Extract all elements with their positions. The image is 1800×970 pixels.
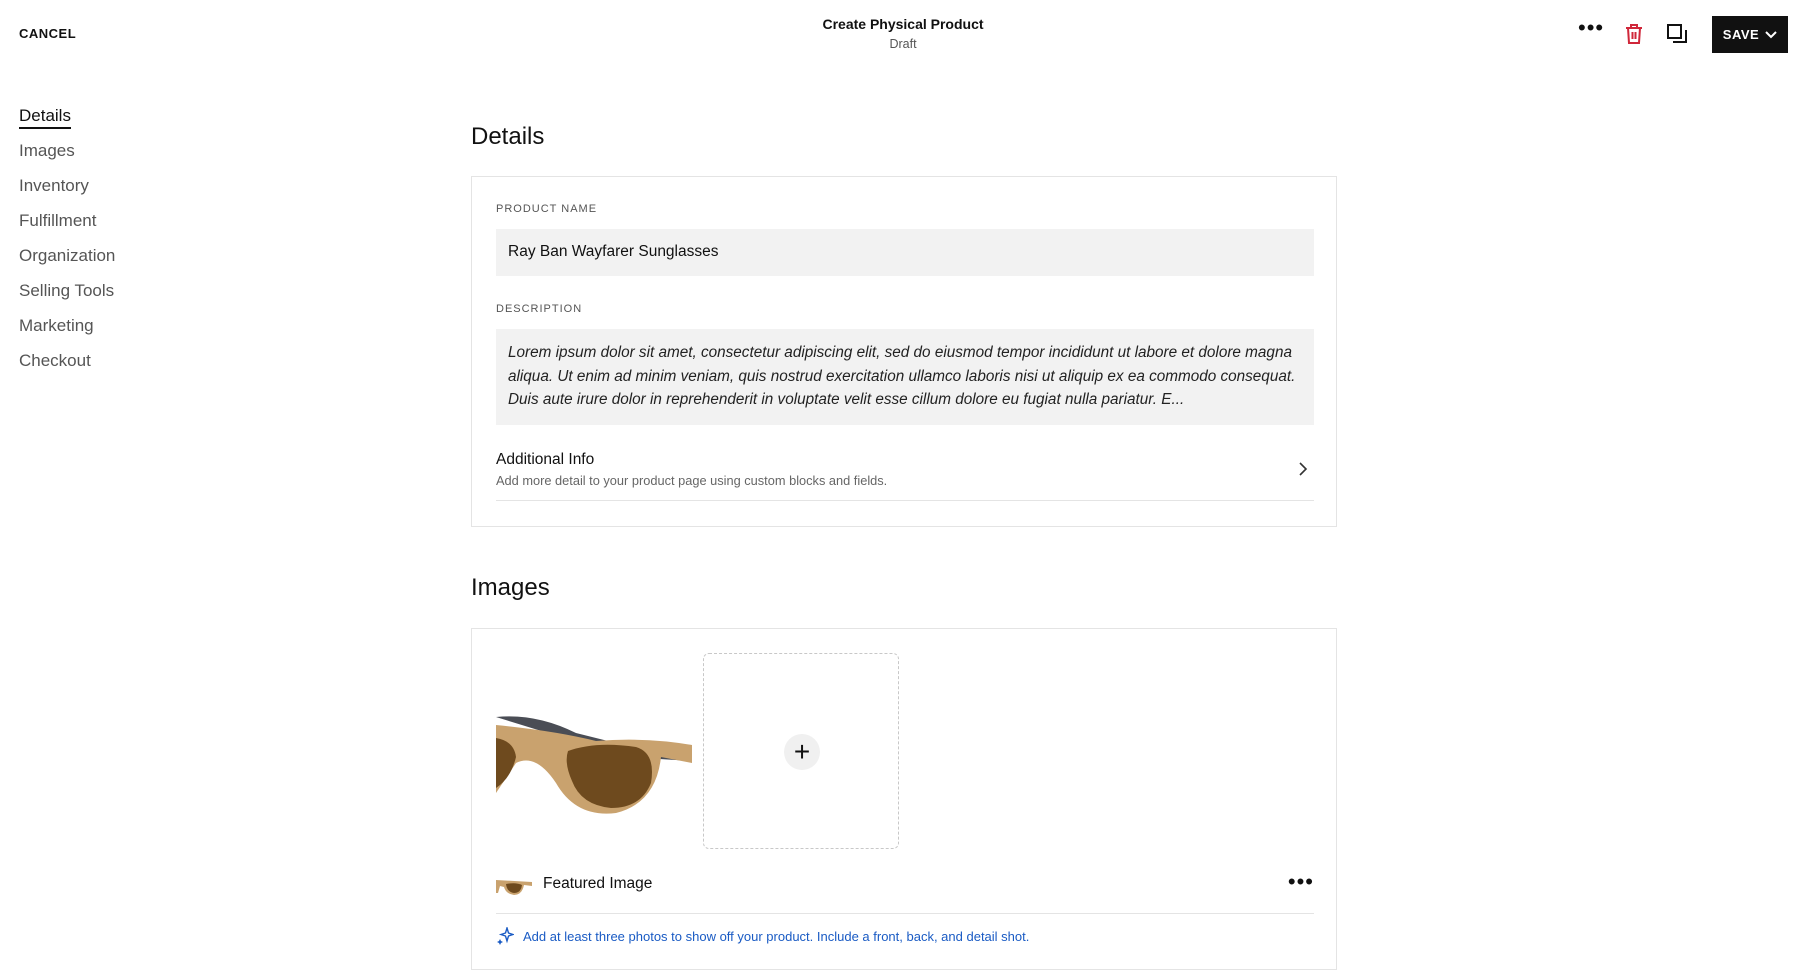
plus-icon[interactable]: + [784, 734, 820, 770]
featured-thumbnail [496, 877, 532, 897]
add-image-dropzone[interactable] [703, 653, 899, 849]
save-button[interactable] [1712, 16, 1788, 53]
additional-info-subtitle: Add more detail to your product page using custom blocks and fields. [496, 473, 888, 488]
featured-image-label: Featured Image [543, 875, 653, 892]
additional-info-row[interactable] [496, 451, 1314, 501]
details-heading: Details [471, 123, 545, 150]
details-card [471, 176, 1337, 527]
description-textarea[interactable]: Lorem ipsum dolor sit amet, consectetur adipiscing elit, sed do eiusmod tempor incididunt ut labore et dolore magna aliqua. Ut enim ad minim veniam, quis nostrud exercitation ullamco laboris nisi ut aliquip ex ea commodo consequat. Duis aute irure dolor in reprehenderit in voluptate velit esse cillum dolore eu fugiat nulla pariatur. E... [496, 329, 1314, 425]
trash-icon[interactable] [1624, 23, 1644, 50]
sidebar-item-selling-tools[interactable]: Selling Tools [19, 281, 115, 300]
chevron-right-icon [1298, 461, 1308, 477]
save-label: SAVE [1722, 27, 1760, 42]
sidebar-item-organization[interactable]: Organization [19, 246, 116, 265]
sidebar-item-images[interactable]: Images [19, 141, 75, 160]
product-image[interactable] [496, 653, 692, 849]
images-heading: Images [471, 574, 550, 601]
product-name-input[interactable]: Ray Ban Wayfarer Sunglasses [496, 229, 1314, 276]
sparkle-icon [496, 927, 514, 945]
chevron-down-icon [1765, 31, 1777, 39]
description-label: DESCRIPTION [496, 303, 583, 315]
sidebar-item-checkout[interactable]: Checkout [19, 351, 91, 370]
featured-image-row [496, 869, 1314, 914]
more-options-icon[interactable]: ••• [1578, 15, 1605, 40]
sidebar-item-marketing[interactable]: Marketing [19, 316, 94, 335]
sidebar-item-details[interactable]: Details [19, 106, 71, 129]
additional-info-title: Additional Info [496, 451, 595, 468]
more-options-icon[interactable]: ••• [1287, 869, 1314, 894]
photo-tip-link[interactable] [496, 927, 1029, 945]
page-title: Create Physical Product [822, 16, 984, 32]
images-card [471, 628, 1337, 970]
sidebar-item-inventory[interactable]: Inventory [19, 176, 89, 195]
product-name-label: PRODUCT NAME [496, 203, 598, 215]
cancel-button[interactable]: CANCEL [19, 26, 77, 41]
sidebar-item-fulfillment[interactable]: Fulfillment [19, 211, 97, 230]
status-text: Draft [889, 37, 917, 51]
photo-tip-text: Add at least three photos to show off your product. Include a front, back, and detail shot. [523, 928, 1030, 944]
duplicate-icon[interactable] [1666, 23, 1688, 50]
